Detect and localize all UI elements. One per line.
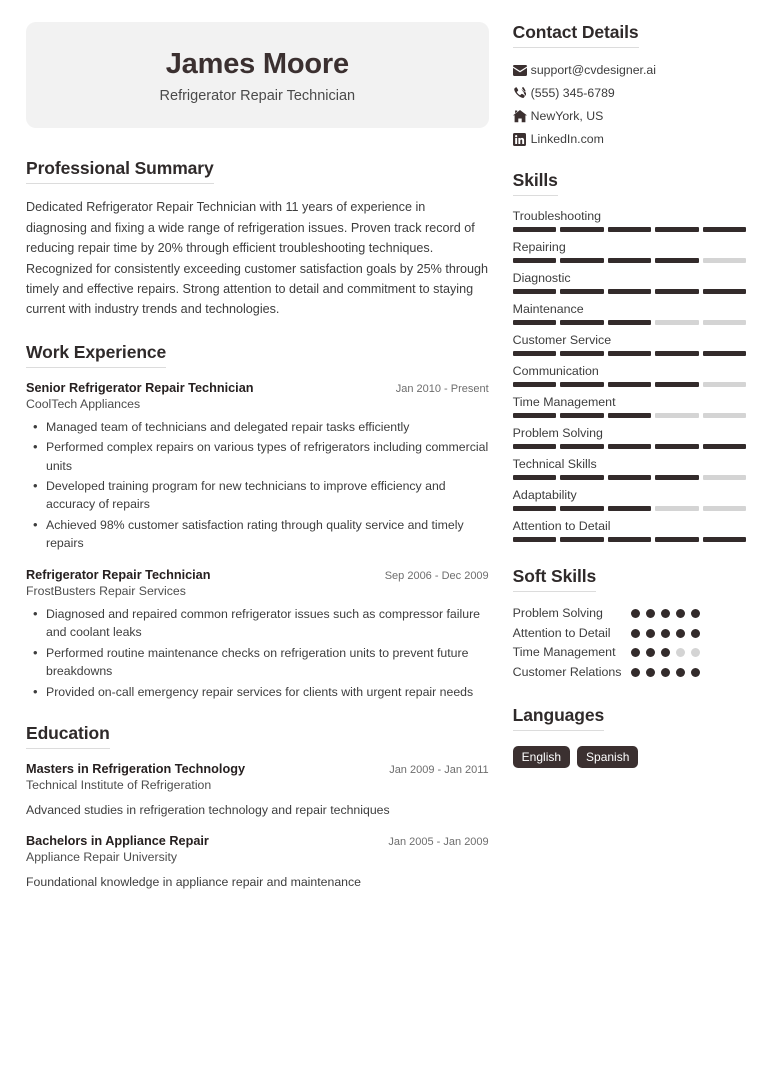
phone-icon [513,87,531,100]
section-heading-education: Education [26,723,110,749]
skill-level-segment [560,320,603,325]
skill-level-segment [655,320,698,325]
soft-skill-name: Customer Relations [512,665,622,680]
experience-entry [26,381,489,553]
skill-level-segment [608,227,651,232]
skill-level-bar [513,382,746,387]
experience-entry-header [26,568,489,582]
skill-level-bar [513,413,746,418]
skill-level-segment [513,506,556,511]
contact-value: NewYork, US [530,109,604,123]
skill-level-segment [608,444,651,449]
contact-value: (555) 345-6789 [530,86,615,100]
section-skills [513,170,746,542]
skill-level-segment [655,351,698,356]
skills-list [513,209,746,542]
soft-skills-list [513,605,746,681]
skill-level-bar [513,351,746,356]
skill-level-segment [703,444,746,449]
contact-row[interactable] [513,63,746,77]
job-title: Senior Refrigerator Repair Technician [26,380,254,395]
skill-level-segment [608,258,651,263]
skill-level-segment [703,537,746,542]
skill-level-segment [560,413,603,418]
soft-skill-dot [691,648,700,657]
section-heading-soft-skills: Soft Skills [513,566,597,592]
soft-skill-dot-rating [631,605,725,618]
skill-level-segment [560,382,603,387]
job-bullet: • Provided on-call emergency repair services for clients with urgent repair needs [26,683,489,701]
skill-level-segment [608,289,651,294]
skill-level-segment [655,382,698,387]
section-contact-details [513,22,746,146]
skill-name: Time Management [512,395,616,409]
skill-row [513,426,746,449]
job-bullet: • Performed complex repairs on various types of refrigerators including commercial units [26,438,489,475]
skill-level-segment [560,537,603,542]
skill-level-segment [513,258,556,263]
sidebar-column [507,22,746,1078]
degree-title: Masters in Refrigeration Technology [26,761,246,776]
soft-skill-name: Attention to Detail [512,625,611,640]
skill-row [513,457,746,480]
job-company: FrostBusters Repair Services [26,583,186,598]
skill-name: Problem Solving [512,426,603,440]
skill-level-segment [560,258,603,263]
skill-row [513,209,746,232]
skill-level-segment [703,258,746,263]
skill-level-segment [655,537,698,542]
skill-level-segment [608,413,651,418]
skill-level-segment [608,320,651,325]
skill-row [513,519,746,542]
soft-skill-name: Time Management [512,645,616,660]
skill-level-segment [608,506,651,511]
experience-list [26,381,489,701]
soft-skill-dot-rating [631,644,725,657]
skill-level-segment [655,289,698,294]
skill-row [513,271,746,294]
skill-level-segment [560,475,603,480]
section-heading-contact: Contact Details [513,22,639,48]
soft-skill-dot [691,609,700,618]
skill-level-bar [513,320,746,325]
envelope-icon [513,65,531,76]
job-bullet: • Achieved 98% customer satisfaction rating through quality service and timely repairs [26,516,489,553]
skill-level-segment [513,320,556,325]
skill-level-segment [655,227,698,232]
soft-skill-dot-rating [631,664,725,677]
skill-level-segment [560,444,603,449]
skill-level-segment [513,227,556,232]
education-entry [26,834,489,891]
skill-row [513,395,746,418]
contact-row[interactable] [513,86,746,100]
skill-level-segment [513,351,556,356]
education-entry-header [26,834,489,848]
section-work-experience [26,342,489,701]
skill-level-segment [703,382,746,387]
skill-level-segment [513,289,556,294]
soft-skill-dot [631,629,640,638]
skill-level-segment [560,351,603,356]
job-bullet: • Managed team of technicians and delegated repair tasks efficiently [26,418,489,436]
skill-name: Communication [512,364,599,378]
soft-skill-dot [646,668,655,677]
skill-level-segment [608,475,651,480]
experience-entry [26,568,489,701]
job-bullet: • Diagnosed and repaired common refrigerator issues such as compressor failure and coolant leaks [26,605,489,642]
skill-level-segment [513,413,556,418]
section-heading-skills: Skills [513,170,558,196]
soft-skill-dot [661,668,670,677]
linkedin-icon [513,133,531,146]
job-bullet-list [26,418,489,553]
contact-value: LinkedIn.com [530,132,604,146]
soft-skill-name: Problem Solving [512,606,603,620]
job-title: Refrigerator Repair Technician [26,567,211,582]
soft-skill-dot [631,648,640,657]
skill-level-segment [608,382,651,387]
skill-name: Customer Service [512,333,612,347]
contact-row[interactable] [513,132,746,146]
section-heading-summary: Professional Summary [26,158,214,184]
soft-skill-dot-rating [631,625,725,638]
skill-row [513,488,746,511]
skill-name: Technical Skills [512,457,597,471]
soft-skill-row [513,644,746,661]
soft-skill-dot [676,629,685,638]
skill-level-segment [655,444,698,449]
soft-skill-dot [676,668,685,677]
soft-skill-dot [661,648,670,657]
skill-row [513,333,746,356]
soft-skill-dot [646,609,655,618]
skill-name: Attention to Detail [512,519,611,533]
skill-level-bar [513,227,746,232]
skill-level-segment [513,537,556,542]
section-soft-skills [513,566,746,681]
skill-level-segment [513,475,556,480]
skill-level-segment [560,227,603,232]
degree-title: Bachelors in Appliance Repair [26,834,209,849]
skill-level-segment [703,506,746,511]
degree-date-range: Jan 2005 - Jan 2009 [388,836,489,849]
degree-description: Foundational knowledge in appliance repair and maintenance [26,875,361,890]
candidate-role: Refrigerator Repair Technician [159,88,356,105]
skill-level-bar [513,506,746,511]
experience-entry-header [26,381,489,395]
job-bullet-list [26,605,489,701]
job-bullet: • Developed training program for new technicians to improve efficiency and accuracy of repairs [26,477,489,514]
skill-level-bar [513,475,746,480]
section-languages [513,705,746,768]
skill-level-segment [655,506,698,511]
home-icon [513,110,531,123]
soft-skill-dot [661,629,670,638]
soft-skill-dot [646,629,655,638]
section-heading-experience: Work Experience [26,342,166,368]
skill-row [513,240,746,263]
soft-skill-dot [661,609,670,618]
skill-level-segment [608,351,651,356]
job-bullet: • Performed routine maintenance checks on refrigeration units to prevent future breakdowns [26,644,489,681]
education-list [26,762,489,892]
skill-level-segment [655,475,698,480]
soft-skill-dot [631,609,640,618]
skill-level-segment [655,258,698,263]
job-date-range: Sep 2006 - Dec 2009 [384,569,489,582]
skill-level-segment [655,413,698,418]
language-badge: Spanish [577,746,638,768]
job-date-range: Jan 2010 - Present [395,382,489,395]
section-professional-summary [26,158,489,319]
language-badge-list [513,746,746,768]
skill-level-bar [513,444,746,449]
school-name: Appliance Repair University [26,850,178,865]
skill-level-segment [703,320,746,325]
school-name: Technical Institute of Refrigeration [26,777,212,792]
skill-level-segment [560,289,603,294]
degree-description: Advanced studies in refrigeration technology and repair techniques [26,802,390,817]
soft-skill-dot [631,668,640,677]
skill-level-segment [703,475,746,480]
degree-date-range: Jan 2009 - Jan 2011 [389,763,489,776]
language-badge: English [513,746,570,768]
skill-level-segment [560,506,603,511]
skill-level-bar [513,537,746,542]
name-card [26,22,489,128]
skill-level-segment [608,537,651,542]
soft-skill-dot [691,629,700,638]
skill-level-bar [513,289,746,294]
skill-name: Diagnostic [512,271,571,285]
skill-level-segment [703,351,746,356]
candidate-name: James Moore [165,48,349,80]
section-education [26,723,489,892]
soft-skill-dot [691,668,700,677]
skill-level-bar [513,258,746,263]
skill-name: Adaptability [512,488,577,502]
skill-level-segment [513,444,556,449]
summary-text: Dedicated Refrigerator Repair Technician with 11 years of experience in diagnosing and fixing a wide range of refrigeration issues. Proven track record of reducing repair time by 20% through efficient troubleshooting techniques. Recognized for consistently exceeding customer satisfaction goals by 25% through timely and effective repairs. Strong attention to detail and commitment to staying current with industry trends and technologies. [26,200,489,317]
section-heading-languages: Languages [513,705,604,731]
skill-name: Troubleshooting [512,209,602,223]
contact-row[interactable] [513,109,746,123]
education-entry-header [26,762,489,776]
soft-skill-dot [676,648,685,657]
skill-row [513,302,746,325]
soft-skill-row [513,664,746,681]
skill-name: Repairing [512,240,566,254]
soft-skill-dot [676,609,685,618]
skill-name: Maintenance [512,302,584,316]
contact-value: support@cvdesigner.ai [530,63,656,77]
job-company: CoolTech Appliances [26,396,141,411]
main-column [26,22,507,1078]
education-entry [26,762,489,819]
soft-skill-dot [646,648,655,657]
contact-list [513,63,746,146]
soft-skill-row [513,605,746,622]
skill-level-segment [703,413,746,418]
skill-row [513,364,746,387]
skill-level-segment [703,289,746,294]
skill-level-segment [513,382,556,387]
skill-level-segment [703,227,746,232]
soft-skill-row [513,625,746,642]
